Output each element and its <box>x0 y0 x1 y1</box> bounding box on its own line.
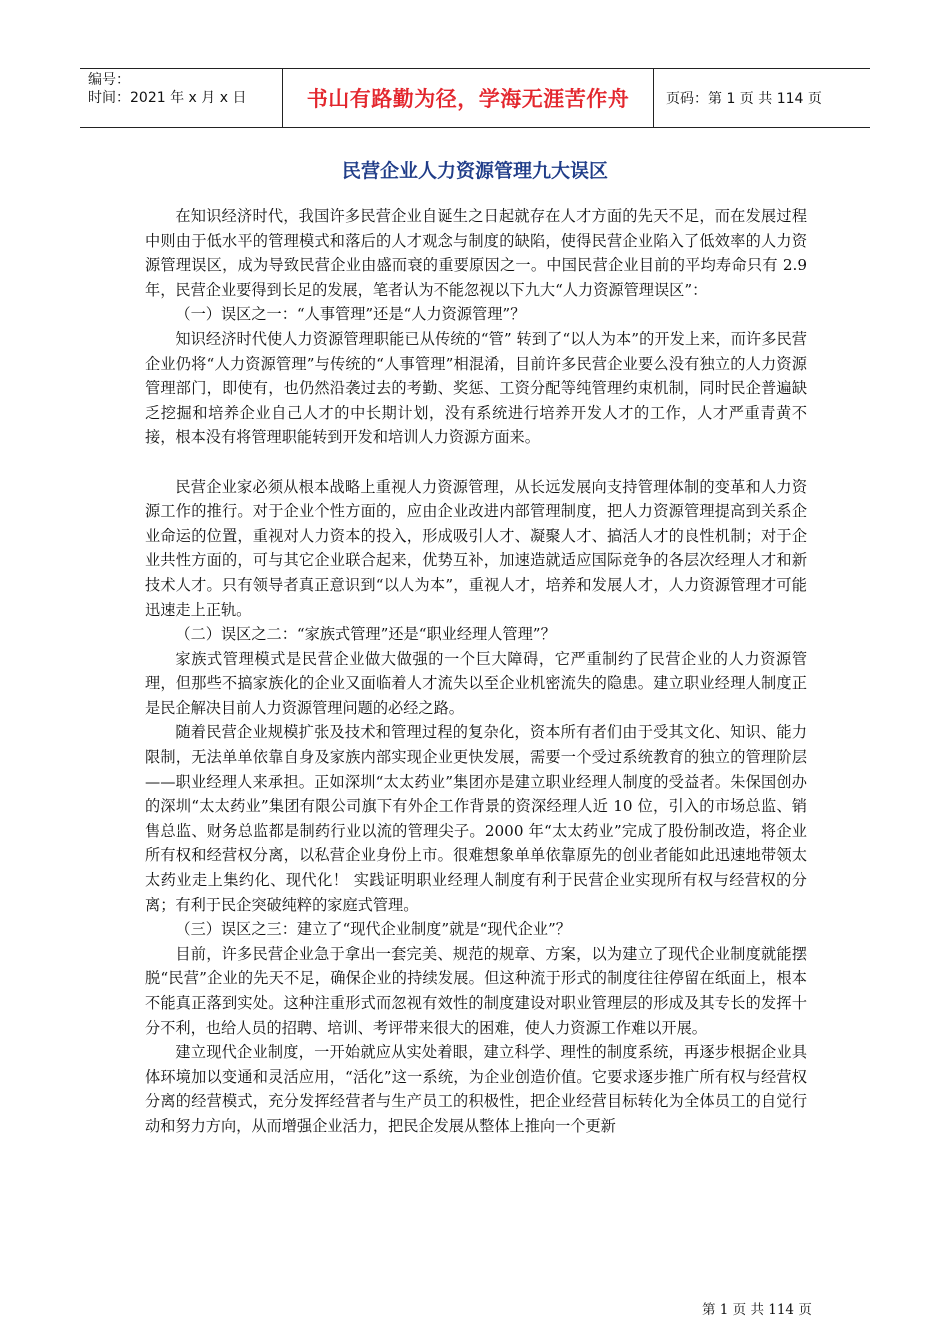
section-heading: （三）误区之三：建立了“现代企业制度”就是“现代企业”？ <box>175 920 571 939</box>
document-body <box>145 204 807 1139</box>
paragraph: 随着民营企业规模扩张及技术和管理过程的复杂化，资本所有者们由于受其文化、知识、能力限制，无法单单依靠自身及家族内部实现企业更快发展，需要一个受过系统教育的独立的管理阶层——职业经理人来承担。正如深圳“太太药业”集团亦是建立职业经理人制度的受益者。朱保国创办的深圳“太太药业”集团有限公司旗下有外企工作背景的资深经理人近 10 位，引入的市场总监、销售总监、财务总监都是制药行业以流的管理尖子。2000 年“太太药业”完成了股份制改造，将企业所有权和经营权分离，以私营企业身份上市。很难想象单单依靠原先的创业者能如此迅速地带领太太药业走上集约化、现代化！ 实践证明职业经理人制度有利于民营企业实现所有权与经营权的分离；有利于民企突破纯粹的家庭式管理。 <box>145 723 807 914</box>
header-motto: 书山有路勤为径，学海无涯苦作舟 <box>282 69 654 127</box>
section-heading: （一）误区之一：“人事管理”还是“人力资源管理”？ <box>175 305 526 324</box>
paragraph: 在知识经济时代，我国许多民营企业自诞生之日起就存在人才方面的先天不足，而在发展过程中则由于低水平的管理模式和落后的人才观念与制度的缺陷，使得民营企业陷入了低效率的人力资源管理误区，成为导致民营企业由盛而衰的重要原因之一。中国民营企业目前的平均寿命只有 2.9 年，民营企业要得到长足的发展，笔者认为不能忽视以下九大“人力资源管理误区”： <box>145 207 807 299</box>
document-title: 民营企业人力资源管理九大误区 <box>341 160 608 182</box>
document-time-label: 时间：2021 年 x 月 x 日 <box>88 90 247 106</box>
paragraph: 知识经济时代使人力资源管理职能已从传统的“管” 转到了“以人为本”的开发上来，而许多民营企业仍将“人力资源管理”与传统的“人事管理”相混淆，目前许多民营企业要么没有独立的人力资源管理部门，即使有，也仍然沿袭过去的考勤、奖惩、工资分配等纯管理约束机制，同时民企普遍缺乏挖掘和培养企业自己人才的中长期计划，没有系统进行培养开发人才的工作，人才严重青黄不接，根本没有将管理职能转到开发和培训人力资源方面来。 <box>145 329 807 447</box>
paragraph: 目前，许多民营企业急于拿出一套完美、规范的规章、方案，以为建立了现代企业制度就能摆脱“民营”企业的先天不足，确保企业的持续发展。但这种流于形式的制度往往停留在纸面上，根本不能真正落到实处。这种注重形式而忽视有效性的制度建设对职业管理层的形成及其专长的发挥十分不利，也给人员的招聘、培训、考评带来很大的困难，使人力资源工作难以开展。 <box>145 944 807 1037</box>
header-page-number: 页码：第 1 页 共 114 页 <box>666 91 822 107</box>
header-meta <box>80 69 282 127</box>
section-heading: （二）误区之二：“家族式管理”还是“职业经理人管理”？ <box>175 625 556 644</box>
document-number-label: 编号： <box>88 72 130 88</box>
paragraph: 建立现代企业制度，一开始就应从实处着眼，建立科学、理性的制度系统，再逐步根据企业具体环境加以变通和灵活应用，“活化”这一系统，为企业创造价值。它要求逐步推广所有权与经营权分离的经营模式，充分发挥经营者与生产员工的积极性，把企业经营目标转化为全体员工的自觉行动和努力方向，从而增强企业活力，把民企发展从整体上推向一个更新 <box>145 1043 807 1135</box>
paragraph: 民营企业家必须从根本战略上重视人力资源管理，从长远发展向支持管理体制的变革和人力资源工作的推行。对于企业个性方面的，应由企业改进内部管理制度，把人力资源管理提高到关系企业命运的位置，重视对人力资本的投入，形成吸引人才、凝聚人才、搞活人才的良性机制；对于企业共性方面的，可与其它企业联合起来，优势互补，加速造就适应国际竞争的各层次经理人才和新技术人才。只有领导者真正意识到“以人为本”，重视人才，培养和发展人才，人力资源管理才可能迅速走上正轨。 <box>145 477 807 619</box>
page-footer: 第 1 页 共 114 页 <box>702 1302 812 1318</box>
paragraph: 家族式管理模式是民营企业做大做强的一个巨大障碍，它严重制约了民营企业的人力资源管理，但那些不搞家族化的企业又面临着人才流失以至企业机密流失的隐患。建立职业经理人制度正是民企解决目前人力资源管理问题的必经之路。 <box>145 649 807 717</box>
page-header <box>80 68 870 128</box>
